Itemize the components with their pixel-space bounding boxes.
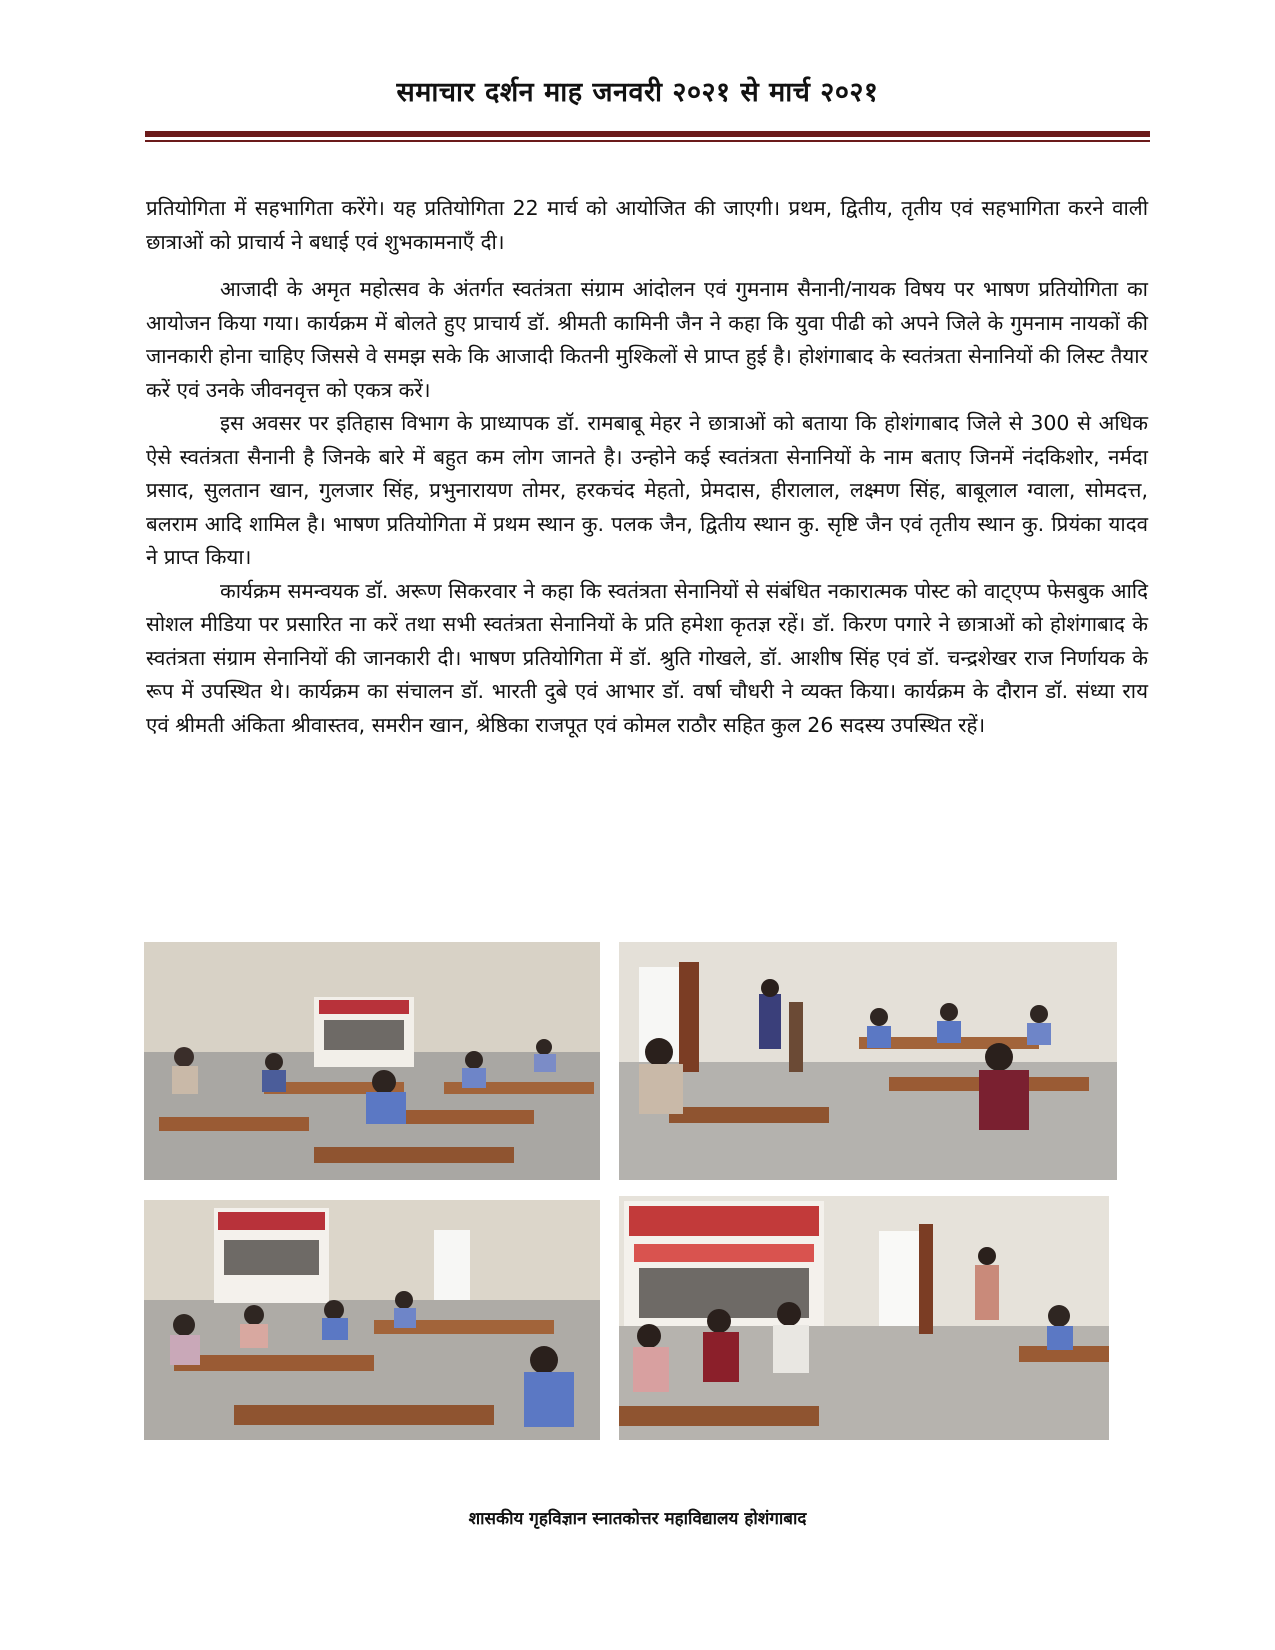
page-title: समाचार दर्शन माह जनवरी २०२१ से मार्च २०२१ [396,77,879,108]
paragraph-history-dept: इस अवसर पर इतिहास विभाग के प्राध्यापक डॉ. रामबाबू मेहर ने छात्राओं को बताया कि होशंगाबाद जिले से 300 से अधिक ऐसे स्वतंत्रता सैनानी है जिनके बारे में बहुत कम लोग जानते है। उन्होने कई स्वतंत्रता सेनानियों के नाम बताए जिनमें नंदकिशोर, नर्मदा प्रसाद, सुलतान खान, गुलजार सिंह, प्रभुनारायण तोमर, हरकचंद मेहतो, प्रेमदास, हीरालाल, लक्ष्मण सिंह, बाबूलाल ग्वाला, सोमदत्त, बलराम आदि शामिल है। भाषण प्रतियोगिता में प्रथम स्थान कु. पलक जैन, द्वितीय स्थान कु. सृष्टि जैन एवं तृतीय स्थान कु. प्रियंका यादव ने प्राप्त किया। [146,411,1148,569]
paragraph-continuation: प्रतियोगिता में सहभागिता करेंगे। यह प्रतियोगिता 22 मार्च को आयोजित की जाएगी। प्रथम, द्वितीय, तृतीय एवं सहभागिता करने वाली छात्राओं को प्राचार्य ने बधाई एवं शुभकामनाएँ दी। [146,196,1148,254]
event-photo-1 [144,942,600,1180]
header-rule-thick [145,131,1150,137]
header-rule-thin [145,140,1150,142]
paragraph-coordinator: कार्यक्रम समन्वयक डॉ. अरूण सिकरवार ने कहा कि स्वतंत्रता सेनानियों से संबंधित नकारात्मक पोस्ट को वाट्एप्प फेसबुक आदि सोशल मीडिया पर प्रसारित ना करें तथा सभी स्वतंत्रता सेनानियों के प्रति हमेशा कृतज्ञ रहें। डॉ. किरण पगारे ने छात्राओं को होशंगाबाद के स्वतंत्रता संग्राम सेनानियों की जानकारी दी। भाषण प्रतियोगिता में डॉ. श्रुति गोखले, डॉ. आशीष सिंह एवं डॉ. चन्द्रशेखर राज निर्णायक के रूप में उपस्थित थे। कार्यक्रम का संचालन डॉ. भारती दुबे एवं आभार डॉ. वर्षा चौधरी ने व्यक्त किया। कार्यक्रम के दौरान डॉ. संध्या राय एवं श्रीमती अंकिता श्रीवास्तव, समरीन खान, श्रेष्ठिका राजपूत एवं कोमल राठौर सहित कुल 26 सदस्य उपस्थित रहें। [146,578,1148,737]
event-photo-2 [619,942,1117,1180]
paragraph-speech-competition: आजादी के अमृत महोत्सव के अंतर्गत स्वतंत्रता संग्राम आंदोलन एवं गुमनाम सैनानी/नायक विषय पर भाषण प्रतियोगिता का आयोजन किया गया। कार्यक्रम में बोलते हुए प्राचार्य डॉ. श्रीमती कामिनी जैन ने कहा कि युवा पीढी को अपने जिले के गुमनाम नायकों की जानकारी होना चाहिए जिससे वे समझ सके कि आजादी कितनी मुश्किलों से प्राप्त हुई है। होशंगाबाद के स्वतंत्रता सेनानियों की लिस्ट तैयार करें एवं उनके जीवनवृत्त को एकत्र करें। [146,277,1148,402]
event-photo-3 [144,1200,600,1440]
article-body [146,192,1148,742]
footer-college-name: शासकीय गृहविज्ञान स्नातकोत्तर महाविद्यालय होशंगाबाद [468,1509,807,1529]
event-photo-4 [619,1196,1109,1440]
